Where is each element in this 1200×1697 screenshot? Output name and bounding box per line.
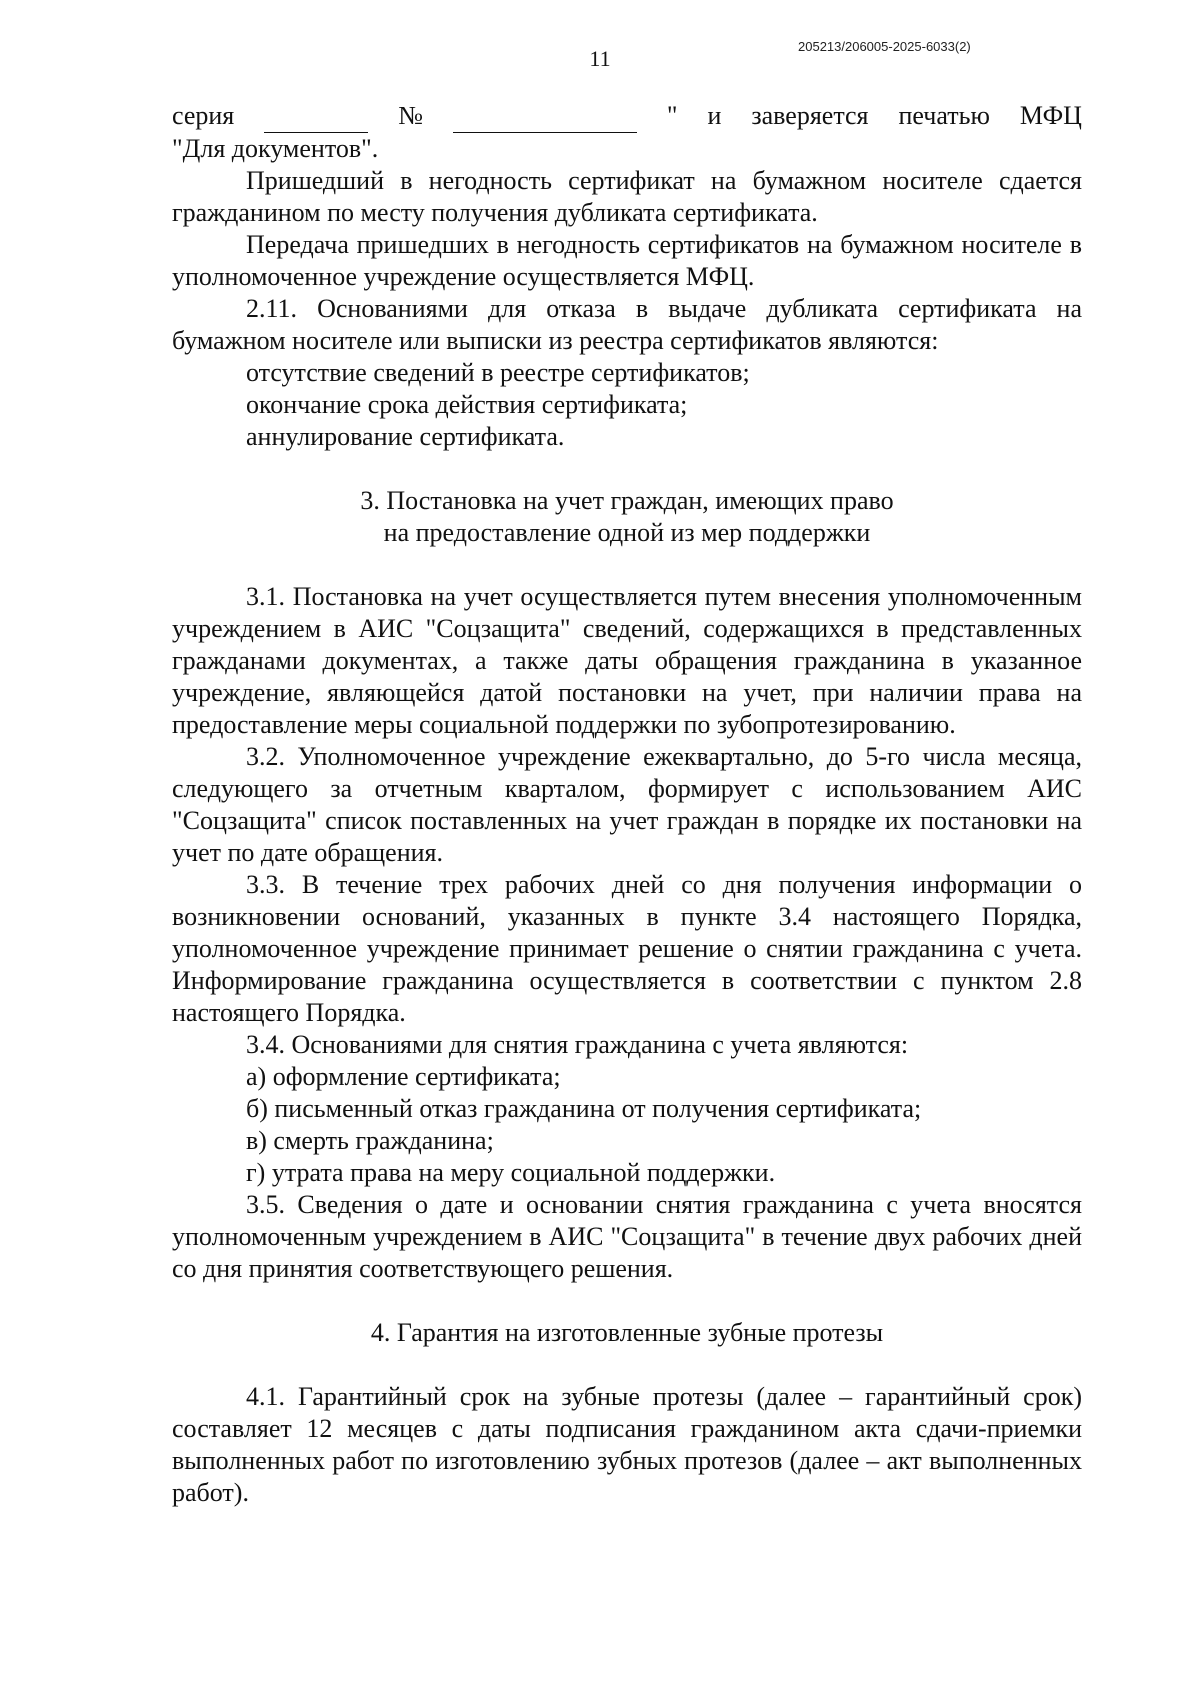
list-item-expiry: окончание срока действия сертификата;: [246, 390, 688, 419]
word-and: и: [707, 101, 722, 130]
word-mfc: МФЦ: [1019, 101, 1082, 130]
paragraph-3-3: 3.3. В течение трех рабочих дней со дня получения информации о возникновении оснований, указанных в пункте 3.4 настоящего Порядка, уполномоченное учреждение принимает решение о снятии гражданина с учета. Информирование гражданина осуществляется в соответствии с пунктом 2.8 настоящего Порядка.: [172, 870, 1082, 1027]
list-item-annulment: аннулирование сертификата.: [246, 422, 565, 451]
page-number: 11: [589, 46, 611, 71]
series-blank: [264, 100, 368, 133]
closing-quote: ": [666, 101, 678, 130]
paragraph-3-1: 3.1. Постановка на учет осуществляется путем внесения уполномоченным учреждением в АИС "Соцзащита" сведений, содержащихся в представленных гражданами документах, а также даты обращения гражданина в указанное учреждение, являющейся датой постановки на учет, при наличии права на предоставление меры социальной поддержки по зубопротезированию.: [172, 582, 1082, 739]
paragraph-4-1: 4.1. Гарантийный срок на зубные протезы (далее – гарантийный срок) составляет 12 месяцев с даты подписания гражданином акта сдачи-приемки выполненных работ по изготовлению зубных протезов (далее – акт выполненных работ).: [172, 1382, 1082, 1507]
spacer: [172, 549, 1082, 581]
list-item-v: в) смерть гражданина;: [246, 1126, 494, 1155]
number-blank: [453, 100, 637, 133]
section-3-heading-line-1: 3. Постановка на учет граждан, имеющих право: [360, 486, 894, 515]
list-item-b: б) письменный отказ гражданина от получения сертификата;: [246, 1094, 922, 1123]
series-number-line: [172, 100, 1082, 133]
paragraph-transfer: Передача пришедших в негодность сертификатов на бумажном носителе в уполномоченное учреждение осуществляется МФЦ.: [172, 230, 1082, 291]
paragraph-2-11: 2.11. Основаниями для отказа в выдаче дубликата сертификата на бумажном носителе или выписки из реестра сертификатов являются:: [172, 294, 1082, 355]
spacer: [172, 453, 1082, 485]
section-4-heading: 4. Гарантия на изготовленные зубные протезы: [370, 1318, 884, 1347]
paragraph-3-4: 3.4. Основаниями для снятия гражданина с учета являются:: [246, 1030, 909, 1059]
section-3-heading-line-2: на предоставление одной из мер поддержки: [383, 518, 871, 547]
word-seal: печатью: [898, 101, 990, 130]
number-sign: №: [398, 101, 423, 130]
list-item-g: г) утрата права на меру социальной поддержки.: [246, 1158, 776, 1187]
list-item-no-records: отсутствие сведений в реестре сертификатов;: [246, 358, 750, 387]
paragraph-damaged-certificate: Пришедший в негодность сертификат на бумажном носителе сдается гражданином по месту получения дубликата сертификата.: [172, 166, 1082, 227]
word-certified: заверяется: [751, 101, 869, 130]
series-word: серия: [172, 101, 235, 130]
paragraph-3-5: 3.5. Сведения о дате и основании снятия гражданина с учета вносятся уполномоченным учреждением в АИС "Соцзащита" в течение двух рабочих дней со дня принятия соответствующего решения.: [172, 1190, 1082, 1283]
list-item-a: а) оформление сертификата;: [246, 1062, 561, 1091]
spacer: [172, 1349, 1082, 1381]
spacer: [172, 1285, 1082, 1317]
paragraph-3-2: 3.2. Уполномоченное учреждение ежеквартально, до 5-го числа месяца, следующего за отчетным кварталом, формирует с использованием АИС "Соцзащита" список поставленных на учет граждан в порядке их постановки на учет по дате обращения.: [172, 742, 1082, 867]
document-body: [172, 100, 1082, 1509]
paragraph-for-documents: "Для документов".: [172, 134, 379, 163]
document-registration-number: 205213/206005-2025-6033(2): [798, 39, 971, 54]
